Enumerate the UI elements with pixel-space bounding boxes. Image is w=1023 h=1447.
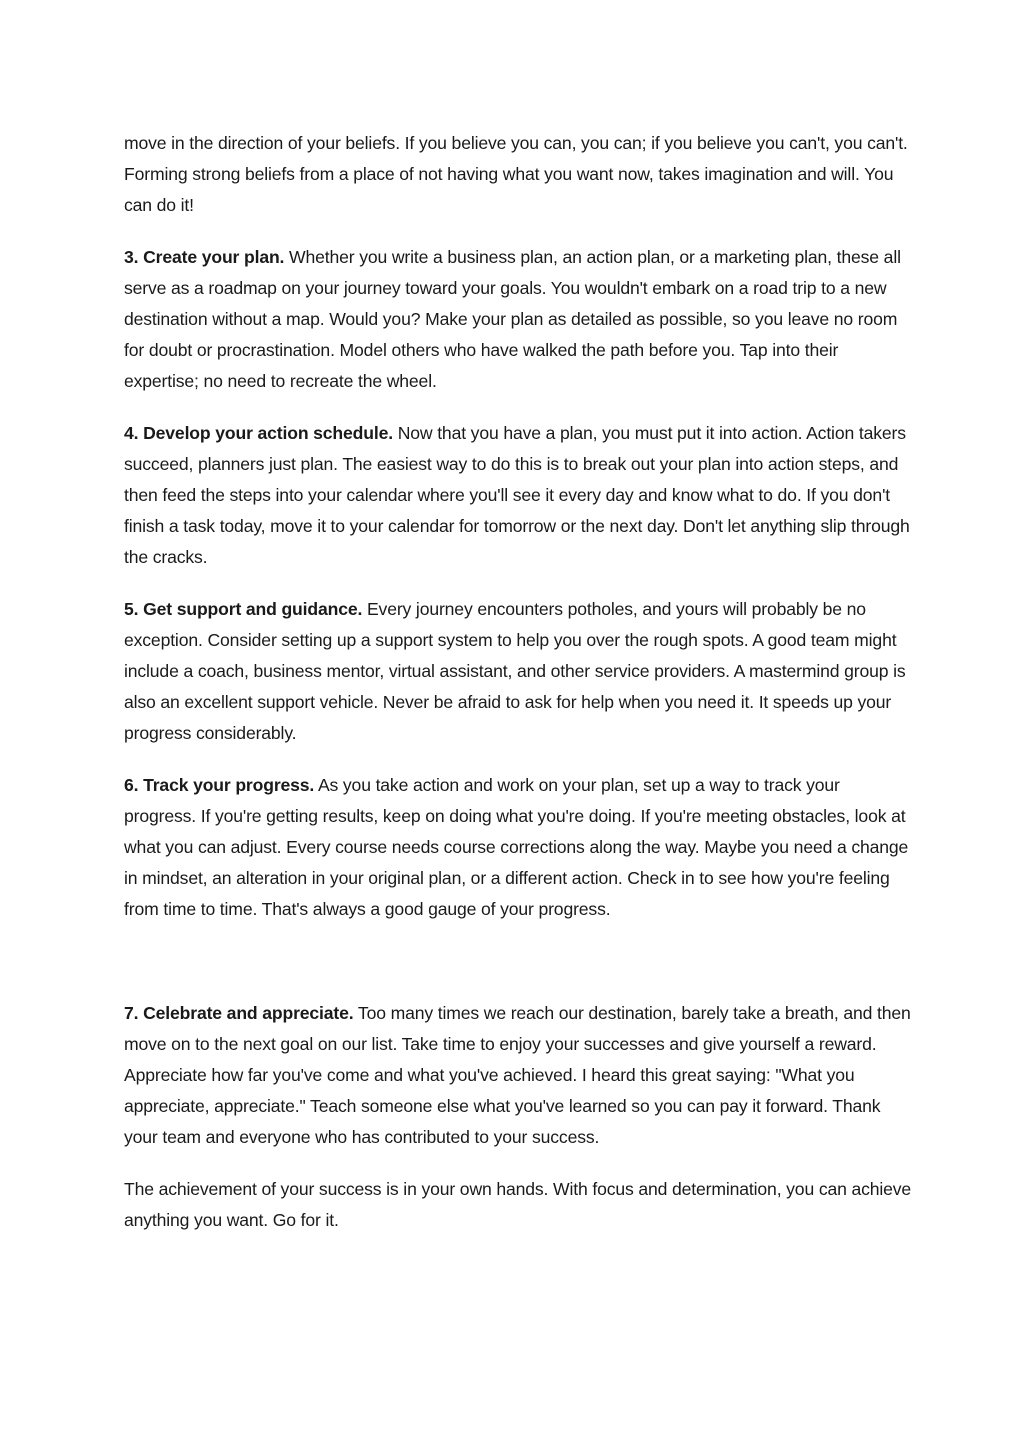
paragraph-text: move in the direction of your beliefs. If you believe you can, you can; if you believe you can't, you can't. Forming strong beliefs from a place of not having what you want now, takes imagination and will. You can do it! [124, 133, 908, 215]
document-body [124, 128, 914, 1257]
paragraph-text: As you take action and work on your plan, set up a way to track your progress. If you're getting results, keep on doing what you're doing. If you're meeting obstacles, look at what you can adjust. Every course needs course corrections along the way. Maybe you need a change in mindset, an alteration in your original plan, or a different action. Check in to see how you're feeling from time to time. That's always a good gauge of your progress. [124, 775, 909, 919]
paragraph-beliefs-continuation [124, 128, 914, 221]
paragraph-heading: 7. Celebrate and appreciate. [124, 1003, 354, 1023]
paragraph-conclusion [124, 1174, 914, 1236]
paragraph-heading: 5. Get support and guidance. [124, 599, 363, 619]
paragraph-create-plan [124, 242, 914, 397]
paragraph-heading: 6. Track your progress. [124, 775, 315, 795]
paragraph-support-guidance [124, 594, 914, 749]
paragraph-heading: 3. Create your plan. [124, 247, 285, 267]
paragraph-text: Every journey encounters potholes, and yours will probably be no exception. Consider setting up a support system to help you over the rough spots. A good team might include a coach, business mentor, virtual assistant, and other service providers. A mastermind group is also an excellent support vehicle. Never be afraid to ask for help when you need it. It speeds up your progress considerably. [124, 599, 906, 743]
paragraph-celebrate [124, 998, 914, 1153]
paragraph-text: Too many times we reach our destination, barely take a breath, and then move on to the next goal on our list. Take time to enjoy your successes and give yourself a reward. Appreciate how far you've come and what you've achieved. I heard this great saying: "What you appreciate, appreciate." Teach someone else what you've learned so you can pay it forward. Thank your team and everyone who has contributed to your success. [124, 1003, 911, 1147]
paragraph-track-progress [124, 770, 914, 925]
paragraph-text: The achievement of your success is in your own hands. With focus and determination, you can achieve anything you want. Go for it. [124, 1179, 912, 1230]
paragraph-text: Whether you write a business plan, an action plan, or a marketing plan, these all serve as a roadmap on your journey toward your goals. You wouldn't embark on a road trip to a new destination without a map. Would you? Make your plan as detailed as possible, so you leave no room for doubt or procrastination. Model others who have walked the path before you. Tap into their expertise; no need to recreate the wheel. [124, 247, 901, 391]
paragraph-heading: 4. Develop your action schedule. [124, 423, 393, 443]
paragraph-action-schedule [124, 418, 914, 573]
paragraph-text: Now that you have a plan, you must put it into action. Action takers succeed, planners just plan. The easiest way to do this is to break out your plan into action steps, and then feed the steps into your calendar where you'll see it every day and know what to do. If you don't finish a task today, move it to your calendar for tomorrow or the next day. Don't let anything slip through the cracks. [124, 423, 910, 567]
